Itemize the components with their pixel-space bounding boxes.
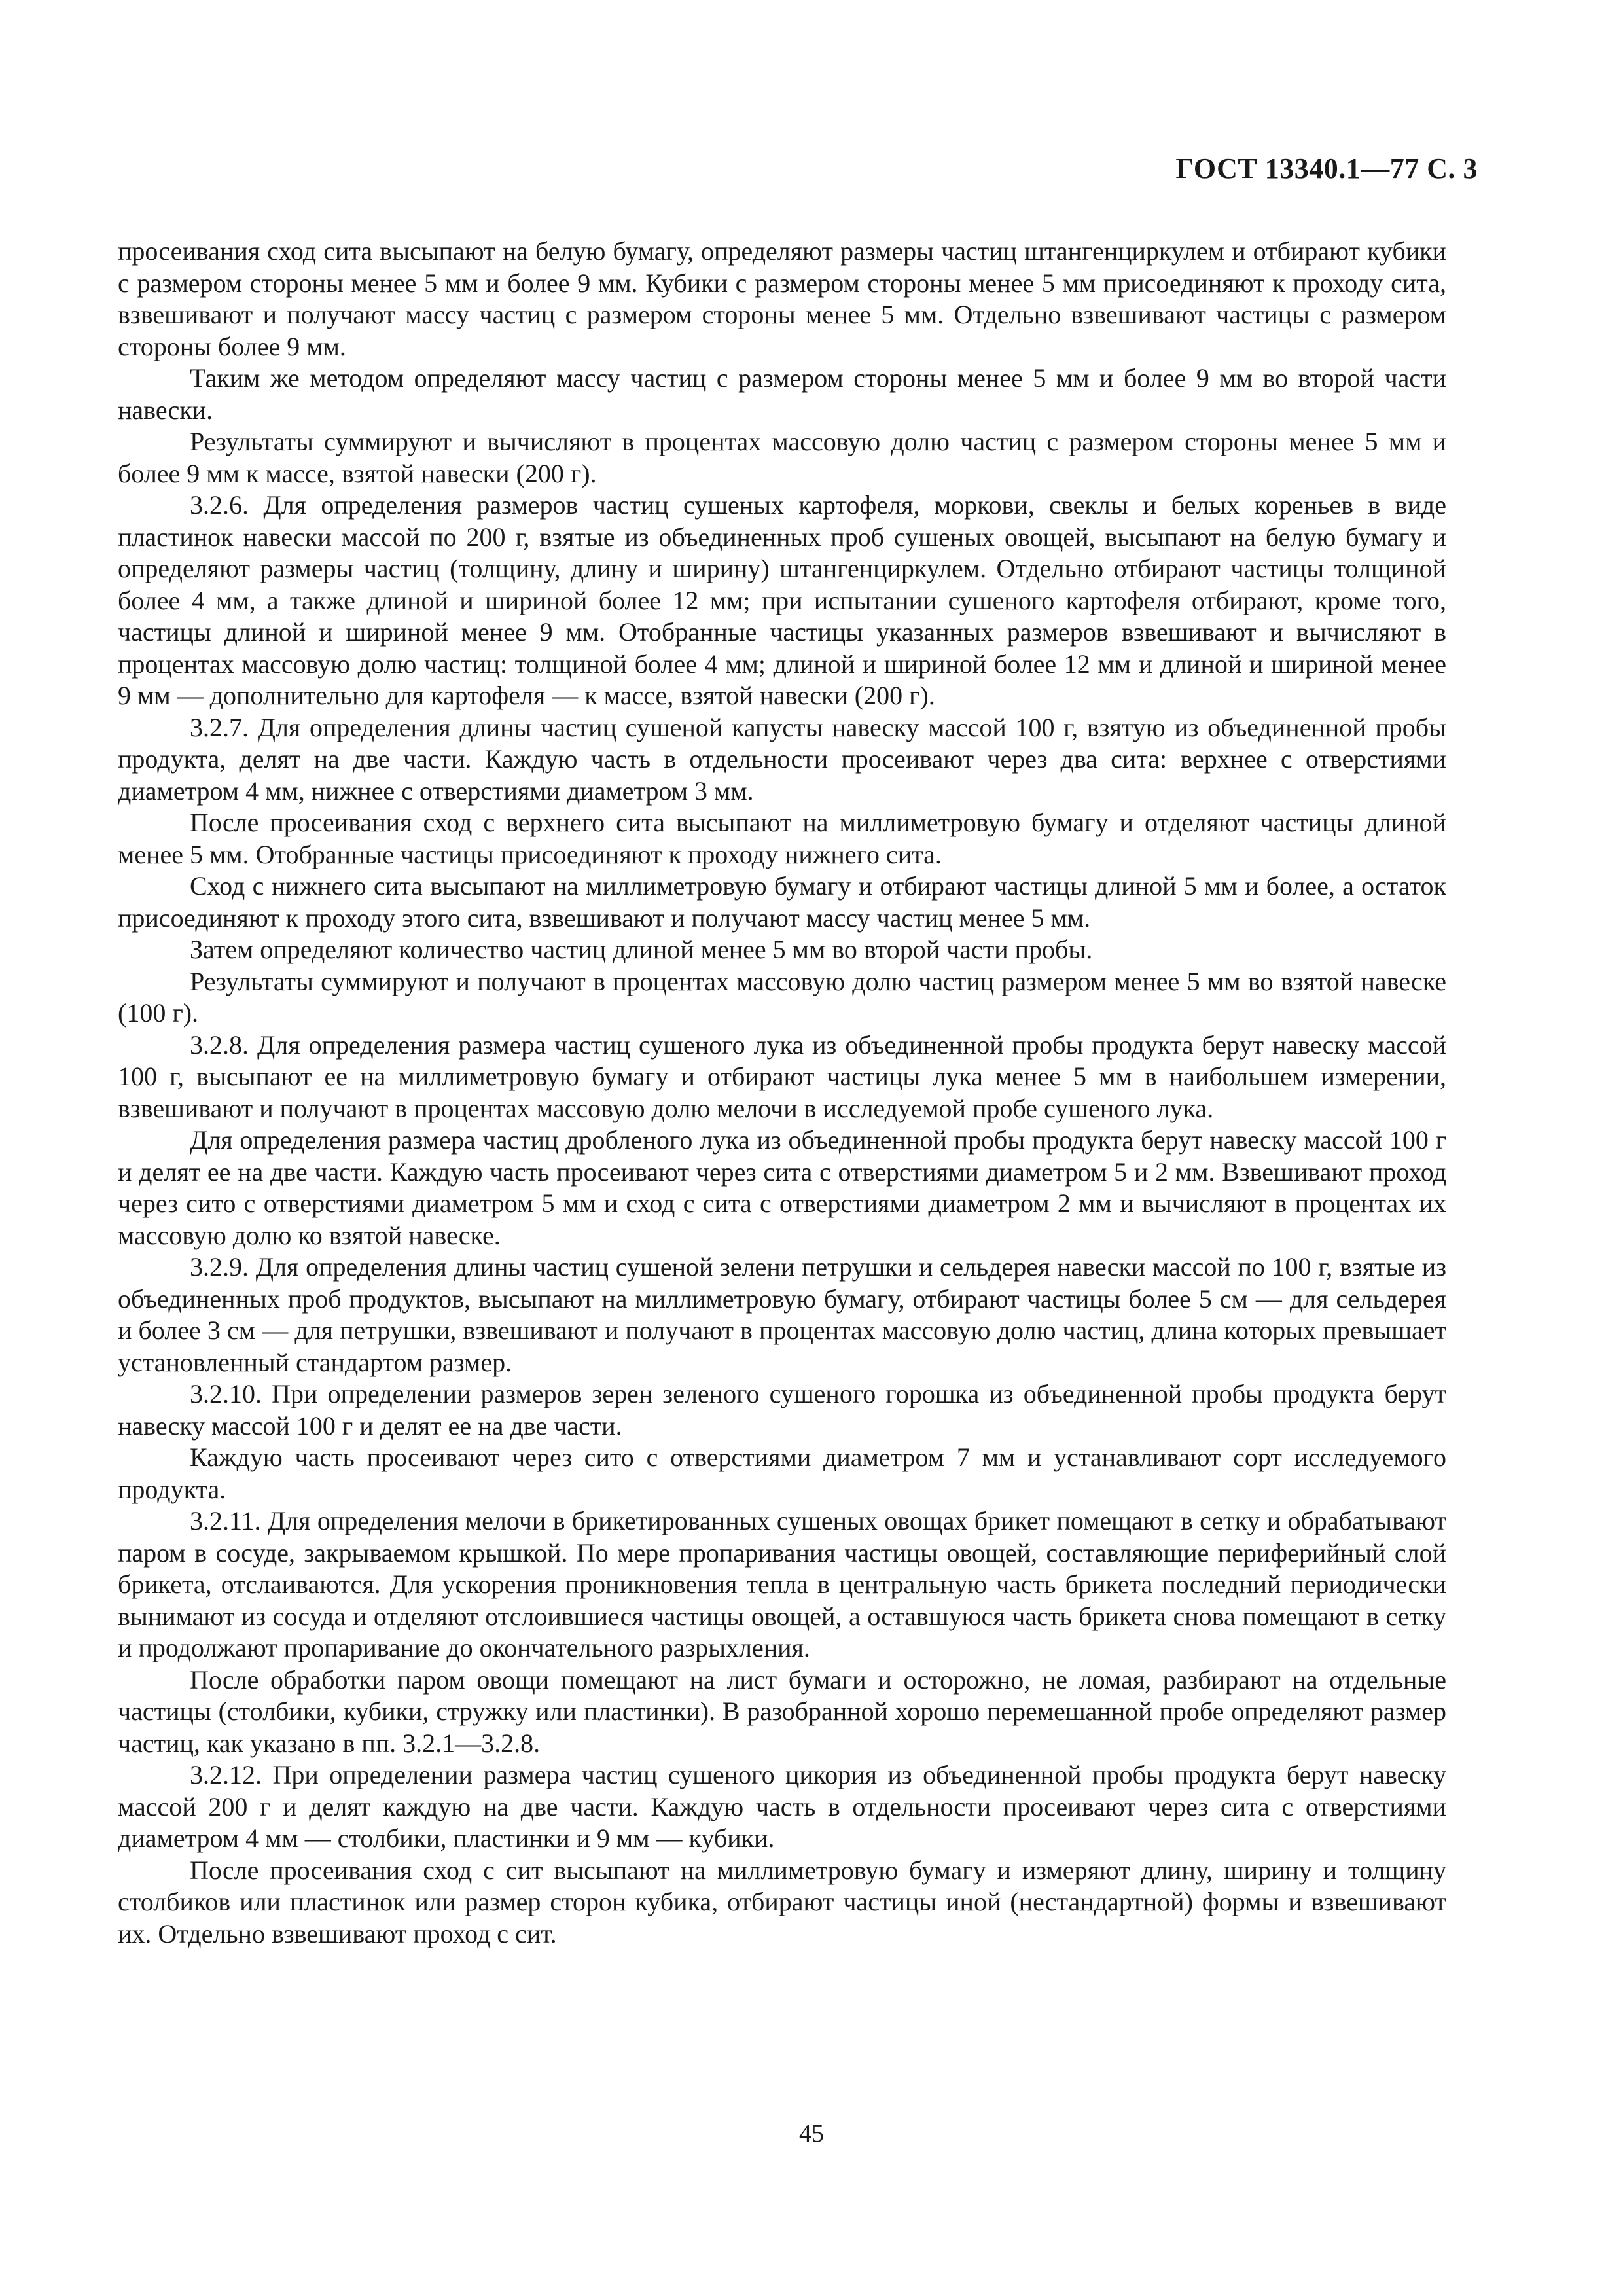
body-text	[118, 236, 1446, 1950]
paragraph-3-2-6: 3.2.6. Для определения размеров частиц сушеных картофеля, моркови, свеклы и белых кореньев в виде пластинок навески массой по 200 г, взятые из объединенных проб сушеных овощей, высыпают на белую бумагу и определяют размеры частиц (толщину, длину и ширину) штангенциркулем. Отдельно отбирают частицы толщиной более 4 мм, а также длиной и шириной более 12 мм; при испытании сушеного картофеля отбирают, кроме того, частицы длиной и шириной менее 9 мм. Отобранные частицы указанных размеров взвешивают и вычисляют в процентах массовую долю частиц: толщиной более 4 мм; длиной и шириной более 12 мм и длиной и шириной менее 9 мм — дополнительно для картофеля — к массе, взятой навески (200 г).	[118, 490, 1446, 710]
paragraph: После просеивания сход с верхнего сита высыпают на миллиметровую бумагу и отделяют частицы длиной менее 5 мм. Отобранные частицы присоединяют к проходу нижнего сита.	[118, 808, 1446, 869]
paragraph: Результаты суммируют и вычисляют в процентах массовую долю частиц с размером стороны менее 5 мм и более 9 мм к массе, взятой навески (200 г).	[118, 427, 1446, 488]
paragraph-continuation: просеивания сход сита высыпают на белую бумагу, определяют размеры частиц штангенциркулем и отбирают кубики с размером стороны менее 5 мм и более 9 мм. Кубики с размером стороны менее 5 мм присоединяют к проходу сита, взвешивают и получают массу частиц с размером стороны менее 5 мм. Отдельно взвешивают частицы с размером стороны более 9 мм.	[118, 236, 1446, 361]
paragraph-3-2-8: 3.2.8. Для определения размера частиц сушеного лука из объединенной пробы продукта берут навеску массой 100 г, высыпают ее на миллиметровую бумагу и отбирают частицы лука менее 5 мм в наибольшем измерении, взвешивают и получают в процентах массовую долю мелочи в исследуемой пробе сушеного лука.	[118, 1030, 1446, 1123]
paragraph-3-2-12: 3.2.12. При определении размера частиц сушеного цикория из объединенной пробы продукта берут навеску массой 200 г и делят каждую на две части. Каждую часть в отдельности просеивают через сита с отверстиями диаметром 4 мм — столбики, пластинки и 9 мм — кубики.	[118, 1760, 1446, 1853]
paragraph: После обработки паром овощи помещают на лист бумаги и осторожно, не ломая, разбирают на отдельные частицы (столбики, кубики, стружку или пластинки). В разобранной хорошо перемешанной пробе определяют размер частиц, как указано в пп. 3.2.1—3.2.8.	[118, 1664, 1446, 1758]
paragraph-3-2-9: 3.2.9. Для определения длины частиц сушеной зелени петрушки и сельдерея навески массой по 100 г, взятые из объединенных проб продуктов, высыпают на миллиметровую бумагу, отбирают частицы более 5 см — для сельдерея и более 3 см — для петрушки, взвешивают и получают в процентах массовую долю частиц, длина которых превышает установленный стандартом размер.	[118, 1252, 1446, 1377]
page-number: 45	[799, 2120, 824, 2147]
paragraph: Таким же методом определяют массу частиц с размером стороны менее 5 мм и более 9 мм во второй части навески.	[118, 363, 1446, 425]
paragraph: Сход с нижнего сита высыпают на миллиметровую бумагу и отбирают частицы длиной 5 мм и более, а остаток присоединяют к проходу этого сита, взвешивают и получают массу частиц менее 5 мм.	[118, 871, 1446, 933]
paragraph-3-2-10: 3.2.10. При определении размеров зерен зеленого сушеного горошка из объединенной пробы продукта берут навеску массой 100 г и делят ее на две части.	[118, 1379, 1446, 1441]
paragraph: Результаты суммируют и получают в процентах массовую долю частиц размером менее 5 мм во взятой навеске (100 г).	[118, 966, 1446, 1028]
paragraph: Для определения размера частиц дробленого лука из объединенной пробы продукта берут навеску массой 100 г и делят ее на две части. Каждую часть просеивают через сита с отверстиями диаметром 5 и 2 мм. Взвешивают проход через сито с отверстиями диаметром 5 мм и сход с сита с отверстиями диаметром 2 мм и вычисляют в процентах их массовую долю ко взятой навеске.	[118, 1125, 1446, 1250]
page-header: ГОСТ 13340.1—77 С. 3	[1175, 152, 1478, 185]
paragraph: Каждую часть просеивают через сито с отверстиями диаметром 7 мм и устанавливают сорт исследуемого продукта.	[118, 1443, 1446, 1504]
paragraph: После просеивания сход с сит высыпают на миллиметровую бумагу и измеряют длину, ширину и толщину столбиков или пластинок или размер сторон кубика, отбирают частицы иной (нестандартной) формы и взвешивают их. Отдельно взвешивают проход с сит.	[118, 1855, 1446, 1948]
paragraph-3-2-7: 3.2.7. Для определения длины частиц сушеной капусты навеску массой 100 г, взятую из объединенной пробы продукта, делят на две части. Каждую часть в отдельности просеивают через два сита: верхнее с отверстиями диаметром 4 мм, нижнее с отверстиями диаметром 3 мм.	[118, 712, 1446, 806]
paragraph-3-2-11: 3.2.11. Для определения мелочи в брикетированных сушеных овощах брикет помещают в сетку и обрабатывают паром в сосуде, закрываемом крышкой. По мере пропаривания частицы овощей, составляющие периферийный слой брикета, отслаиваются. Для ускорения проникновения тепла в центральную часть брикета последний периодически вынимают из сосуда и отделяют отслоившиеся частицы овощей, а оставшуюся часть брикета снова помещают в сетку и продолжают пропаривание до окончательного разрыхления.	[118, 1506, 1446, 1662]
paragraph: Затем определяют количество частиц длиной менее 5 мм во второй части пробы.	[190, 935, 1093, 964]
